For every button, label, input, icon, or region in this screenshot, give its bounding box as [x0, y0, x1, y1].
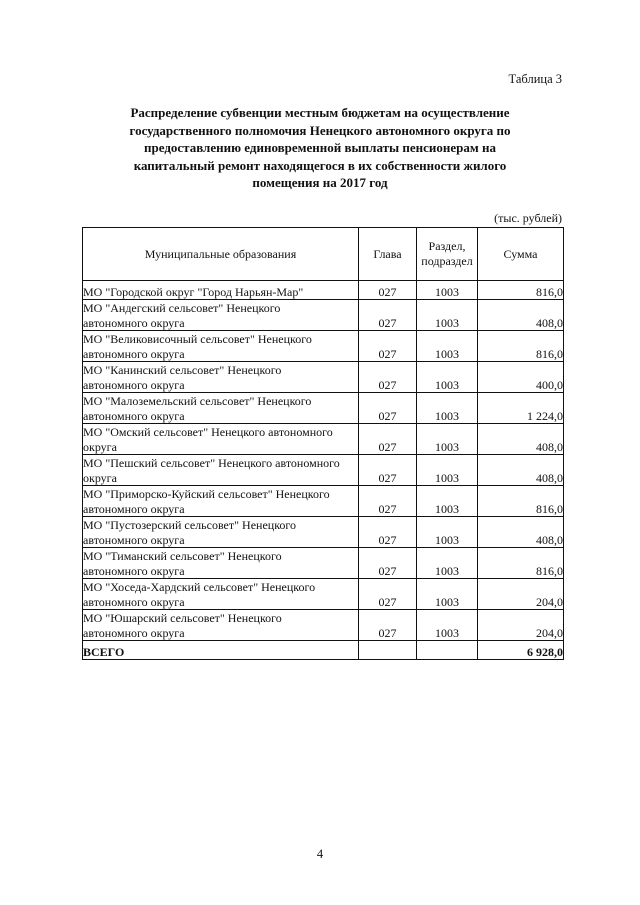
table-row [83, 331, 564, 362]
municipality-name-cell [83, 455, 359, 486]
razdel-cell: 1003 [417, 455, 478, 486]
municipality-name-line: округа [83, 470, 117, 485]
municipality-name-line: автономного округа [83, 408, 185, 423]
total-glava-cell [359, 641, 417, 660]
razdel-cell: 1003 [417, 424, 478, 455]
summa-cell: 204,0 [478, 610, 564, 641]
glava-cell: 027 [359, 610, 417, 641]
municipality-name-line: автономного округа [83, 563, 185, 578]
table-number-label: Таблица 3 [508, 72, 562, 86]
razdel-cell: 1003 [417, 362, 478, 393]
header-razdel [417, 228, 478, 281]
table-row [83, 424, 564, 455]
municipality-name-line: округа [83, 439, 117, 454]
razdel-cell: 1003 [417, 610, 478, 641]
table-row [83, 517, 564, 548]
subvention-table [82, 227, 564, 660]
header-municipalities: Муниципальные образования [83, 228, 359, 281]
municipality-name-cell [83, 486, 359, 517]
table-row [83, 579, 564, 610]
page-number: 4 [316, 847, 324, 861]
municipality-name-cell [83, 517, 359, 548]
municipality-name-line: МО "Хоседа-Хардский сельсовет" Ненецкого [83, 580, 316, 594]
table-row [83, 610, 564, 641]
municipality-name-line: МО "Юшарский сельсовет" Ненецкого [83, 611, 282, 625]
glava-cell: 027 [359, 486, 417, 517]
summa-cell: 816,0 [478, 281, 564, 300]
municipality-name-line: МО "Пустозерский сельсовет" Ненецкого [83, 518, 297, 532]
title-line: предоставлению единовременной выплаты пенсионерам на [144, 140, 496, 155]
total-razdel-cell [417, 641, 478, 660]
title-line: помещения на 2017 год [252, 175, 388, 190]
municipality-name-line: МО "Канинский сельсовет" Ненецкого [83, 363, 282, 377]
municipality-name-line: МО "Городской округ "Город Нарьян-Мар" [83, 284, 304, 299]
header-summa: Сумма [478, 228, 564, 281]
glava-cell: 027 [359, 579, 417, 610]
summa-cell: 408,0 [478, 424, 564, 455]
municipality-name-cell [83, 300, 359, 331]
summa-cell: 400,0 [478, 362, 564, 393]
summa-cell: 1 224,0 [478, 393, 564, 424]
municipality-name-line: автономного округа [83, 532, 185, 547]
municipality-name-cell [83, 548, 359, 579]
municipality-name-line: автономного округа [83, 315, 185, 330]
municipality-name-cell [83, 393, 359, 424]
header-razdel-line: подраздел [421, 254, 473, 268]
title-line: государственного полномочия Ненецкого автономного округа по [129, 122, 511, 138]
municipality-name-line: МО "Омский сельсовет" Ненецкого автономного [83, 425, 333, 439]
summa-cell: 408,0 [478, 300, 564, 331]
glava-cell: 027 [359, 300, 417, 331]
summa-cell: 408,0 [478, 517, 564, 548]
municipality-name-line: МО "Андегский сельсовет" Ненецкого [83, 301, 281, 315]
table-row [83, 300, 564, 331]
municipality-name-line: автономного округа [83, 346, 185, 361]
municipality-name-cell [83, 610, 359, 641]
razdel-cell: 1003 [417, 281, 478, 300]
table-row [83, 362, 564, 393]
total-label-cell: ВСЕГО [83, 641, 359, 660]
municipality-name-cell [83, 362, 359, 393]
table-row [83, 281, 564, 300]
municipality-name-cell [83, 579, 359, 610]
total-summa-cell: 6 928,0 [478, 641, 564, 660]
title-line: Распределение субвенции местным бюджетам на осуществление [130, 105, 510, 120]
glava-cell: 027 [359, 517, 417, 548]
summa-cell: 816,0 [478, 331, 564, 362]
header-razdel-line: Раздел, [428, 239, 466, 253]
municipality-name-line: МО "Великовисочный сельсовет" Ненецкого [83, 332, 312, 346]
razdel-cell: 1003 [417, 548, 478, 579]
razdel-cell: 1003 [417, 579, 478, 610]
municipality-name-cell [83, 281, 359, 300]
razdel-cell: 1003 [417, 331, 478, 362]
razdel-cell: 1003 [417, 393, 478, 424]
table-header-row [83, 228, 564, 281]
units-note: (тыс. рублей) [494, 211, 562, 225]
glava-cell: 027 [359, 331, 417, 362]
table-row [83, 548, 564, 579]
municipality-name-line: МО "Тиманский сельсовет" Ненецкого [83, 549, 282, 563]
municipality-name-cell [83, 424, 359, 455]
title-line: капитальный ремонт находящегося в их собственности жилого [133, 157, 507, 173]
table-row [83, 486, 564, 517]
razdel-cell: 1003 [417, 300, 478, 331]
summa-cell: 408,0 [478, 455, 564, 486]
table-row [83, 393, 564, 424]
header-glava: Глава [359, 228, 417, 281]
municipality-name-line: автономного округа [83, 594, 185, 609]
municipality-name-line: МО "Малоземельский сельсовет" Ненецкого [83, 394, 312, 408]
summa-cell: 204,0 [478, 579, 564, 610]
summa-cell: 816,0 [478, 548, 564, 579]
municipality-name-line: автономного округа [83, 377, 185, 392]
table-row [83, 455, 564, 486]
glava-cell: 027 [359, 393, 417, 424]
glava-cell: 027 [359, 455, 417, 486]
glava-cell: 027 [359, 424, 417, 455]
municipality-name-line: МО "Приморско-Куйский сельсовет" Ненецкого [83, 487, 330, 501]
municipality-name-cell [83, 331, 359, 362]
glava-cell: 027 [359, 548, 417, 579]
glava-cell: 027 [359, 281, 417, 300]
municipality-name-line: автономного округа [83, 625, 185, 640]
municipality-name-line: МО "Пешский сельсовет" Ненецкого автономного [83, 456, 340, 470]
razdel-cell: 1003 [417, 517, 478, 548]
summa-cell: 816,0 [478, 486, 564, 517]
document-title [100, 104, 540, 192]
glava-cell: 027 [359, 362, 417, 393]
total-row [83, 641, 564, 660]
razdel-cell: 1003 [417, 486, 478, 517]
municipality-name-line: автономного округа [83, 501, 185, 516]
